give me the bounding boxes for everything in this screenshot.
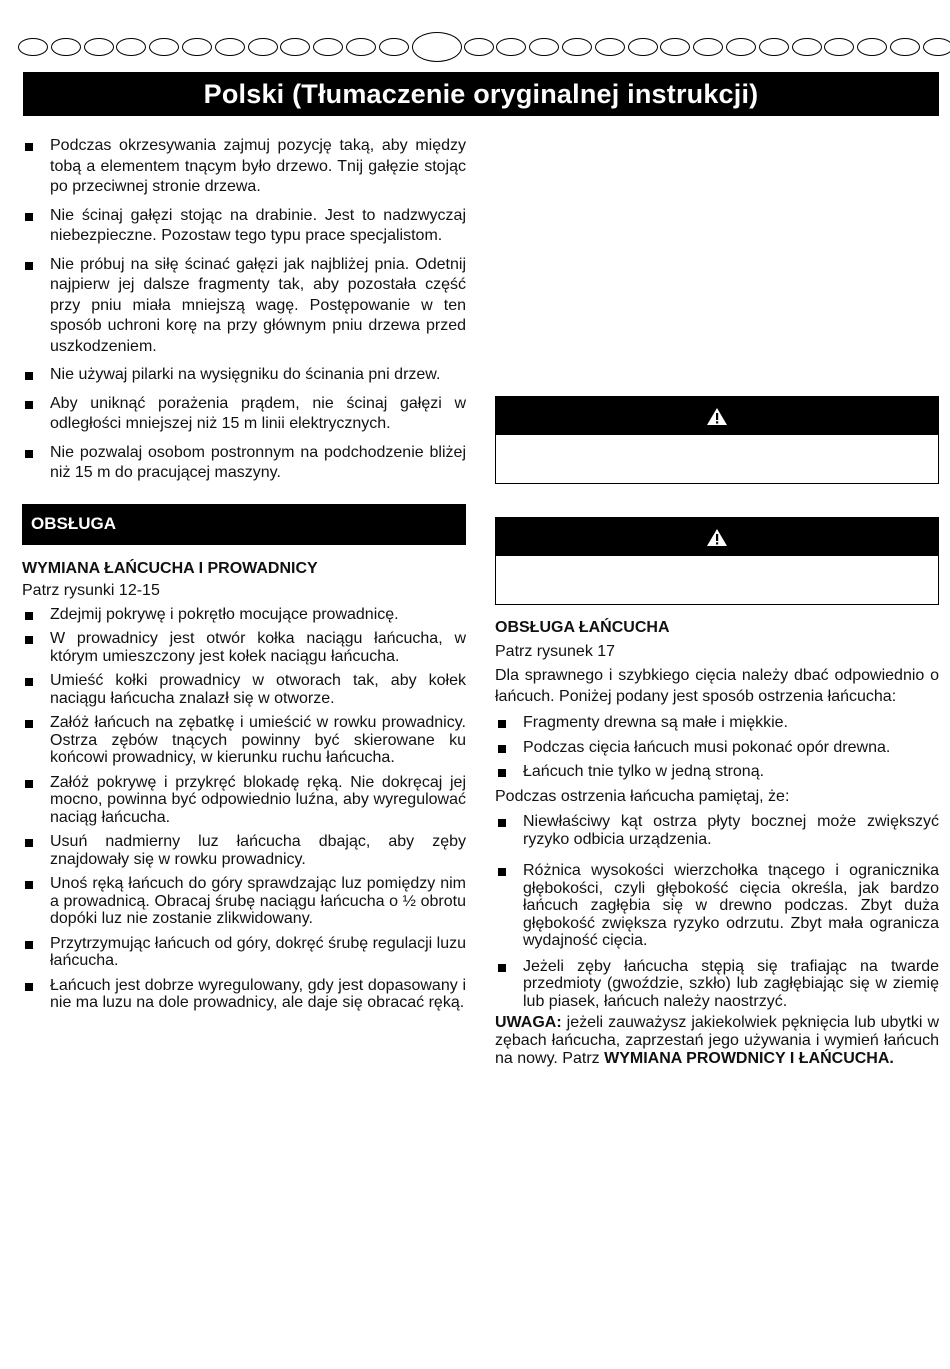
chain-replace-steps bbox=[22, 606, 466, 1012]
warning-header bbox=[496, 518, 938, 556]
list-item: Załóż pokrywę i przykręć blokadę ręką. Nie dokręcaj jej mocno, powinna być odpowiednio luźna, aby wyregulować naciąg łańcucha. bbox=[22, 774, 466, 827]
list-item: Zdejmij pokrywę i pokrętło mocujące prowadnicę. bbox=[22, 606, 466, 624]
list-item: Unoś ręką łańcuch do góry sprawdzając luz pomiędzy nim a prowadnicą. Obracaj śrubę naciągu łańcucha o ½ obrotu dopóki luz nie zostanie zlikwidowany. bbox=[22, 875, 466, 928]
language-oval bbox=[824, 38, 854, 56]
language-oval bbox=[379, 38, 409, 56]
language-oval bbox=[628, 38, 658, 56]
list-item: Nie pozwalaj osobom postronnym na podchodzenie bliżej niż 15 m do pracującej maszyny. bbox=[22, 443, 466, 484]
bullet-square-icon bbox=[25, 941, 33, 949]
bullet-square-icon bbox=[25, 881, 33, 889]
language-oval bbox=[18, 38, 48, 56]
list-item: Różnica wysokości wierzchołka tnącego i ogranicznika głębokości, czyli głębokość cięcia określa, jak bardzo łańcuch zagłębia się w drewno podczas. Zbyt duża głębokość zwiększa ryzyko odrzutu. Zbyt mała ogranicza wydajność cięcia. bbox=[495, 862, 939, 950]
right-column bbox=[495, 396, 939, 1068]
language-oval bbox=[726, 38, 756, 56]
active-language-oval bbox=[412, 32, 462, 62]
note-text: jeżeli zauważysz jakiekolwiek pęknięcia lub ubytki w zębach łańcucha, zaprzestań jego używania i wymień łańcuch na nowy. Patrz bbox=[495, 1014, 939, 1067]
page-title-text: Polski (Tłumaczenie oryginalnej instrukcji) bbox=[203, 78, 759, 109]
page-title bbox=[23, 72, 939, 116]
language-oval bbox=[248, 38, 278, 56]
figure-reference: Patrz rysunek 17 bbox=[495, 642, 616, 660]
language-oval bbox=[857, 38, 887, 56]
note-reference: WYMIANA PROWDNICY I ŁAŃCUCHA. bbox=[604, 1050, 894, 1067]
language-oval bbox=[215, 38, 245, 56]
language-oval bbox=[890, 38, 920, 56]
bullet-square-icon bbox=[498, 868, 506, 876]
bullet-square-icon bbox=[25, 678, 33, 686]
bullet-square-icon bbox=[25, 143, 33, 151]
list-item: Łańcuch jest dobrze wyregulowany, gdy jest dopasowany i nie ma luzu na dole prowadnicy, ale daje się obracać ręką. bbox=[22, 977, 466, 1012]
left-column bbox=[22, 136, 466, 1019]
bullet-square-icon bbox=[25, 262, 33, 270]
section-header-obsluga: OBSŁUGA bbox=[22, 504, 466, 545]
warning-box bbox=[495, 396, 939, 484]
paragraph: Dla sprawnego i szybkiego cięcia należy dbać odpowiednio o łańcuch. Poniżej podany jest sposób ostrzenia łańcucha: bbox=[495, 667, 939, 705]
note-label: UWAGA: bbox=[495, 1014, 562, 1031]
bullet-square-icon bbox=[25, 780, 33, 788]
list-item: Usuń nadmierny luz łańcucha dbając, aby zęby znajdowały się w rowku prowadnicy. bbox=[22, 833, 466, 868]
subsection-heading: WYMIANA ŁAŃCUCHA I PROWADNICY bbox=[22, 559, 318, 577]
language-oval bbox=[464, 38, 494, 56]
list-item: Nie używaj pilarki na wysięgniku do ścinania pni drzew. bbox=[22, 365, 466, 386]
note-paragraph bbox=[495, 1014, 939, 1068]
list-item: Łańcuch tnie tylko w jedną stroną. bbox=[495, 762, 939, 783]
chain-facts-list bbox=[495, 713, 939, 783]
list-item: Nie próbuj na siłę ścinać gałęzi jak najbliżej pnia. Odetnij najpierw jej dalsze fragmenty tak, aby pozostała część przy pniu miała mniejszą wagę. Postępowanie w ten sposób uchroni korę na przy głównym pniu drzewa przed uszkodzeniem. bbox=[22, 255, 466, 358]
language-oval bbox=[660, 38, 690, 56]
language-oval bbox=[280, 38, 310, 56]
bullet-square-icon bbox=[498, 745, 506, 753]
list-item: Fragmenty drewna są małe i miękkie. bbox=[495, 713, 939, 734]
language-tab-strip bbox=[18, 32, 938, 62]
list-item: Nie ścinaj gałęzi stojąc na drabinie. Jest to nadzwyczaj niebezpieczne. Pozostaw tego typu prace specjalistom. bbox=[22, 206, 466, 247]
language-oval bbox=[759, 38, 789, 56]
list-item: Niewłaściwy kąt ostrza płyty bocznej może zwiększyć ryzyko odbicia urządzenia. bbox=[495, 813, 939, 848]
language-oval bbox=[51, 38, 81, 56]
bullet-square-icon bbox=[25, 401, 33, 409]
bullet-square-icon bbox=[498, 964, 506, 972]
list-item: Podczas okrzesywania zajmuj pozycję taką, aby między tobą a elementem tnącym było drzewo. Tnij gałęzie stojąc po przeciwnej stronie drzewa. bbox=[22, 136, 466, 198]
list-item: W prowadnicy jest otwór kołka naciągu łańcucha, w którym umieszczony jest kołek naciągu łańcucha. bbox=[22, 630, 466, 665]
bullet-square-icon bbox=[25, 636, 33, 644]
bullet-square-icon bbox=[25, 450, 33, 458]
sharpen-list bbox=[495, 813, 939, 1010]
bullet-square-icon bbox=[498, 819, 506, 827]
language-oval bbox=[923, 38, 950, 56]
warning-header bbox=[496, 397, 938, 435]
figure-reference: Patrz rysunki 12-15 bbox=[22, 582, 160, 599]
list-item: Podczas cięcia łańcuch musi pokonać opór drewna. bbox=[495, 738, 939, 759]
list-item: Aby uniknąć porażenia prądem, nie ścinaj gałęzi w odległości mniejszej niż 15 m linii elektrycznych. bbox=[22, 394, 466, 435]
language-oval bbox=[792, 38, 822, 56]
safety-bullet-list bbox=[22, 136, 466, 484]
warning-box bbox=[495, 517, 939, 605]
bullet-square-icon bbox=[25, 720, 33, 728]
list-item: Przytrzymując łańcuch od góry, dokręć śrubę regulacji luzu łańcucha. bbox=[22, 935, 466, 970]
bullet-square-icon bbox=[498, 720, 506, 728]
language-oval bbox=[529, 38, 559, 56]
bullet-square-icon bbox=[25, 372, 33, 380]
language-oval bbox=[149, 38, 179, 56]
bullet-square-icon bbox=[498, 769, 506, 777]
bullet-square-icon bbox=[25, 839, 33, 847]
list-item: Załóż łańcuch na zębatkę i umieścić w rowku prowadnicy. Ostrza zębów tnących powinny być skierowane ku końcowi prowadnicy, w kierunku ruchu łańcucha. bbox=[22, 714, 466, 767]
bullet-square-icon bbox=[25, 213, 33, 221]
language-oval bbox=[496, 38, 526, 56]
language-oval bbox=[562, 38, 592, 56]
language-oval bbox=[693, 38, 723, 56]
bullet-square-icon bbox=[25, 983, 33, 991]
list-item: Umieść kołki prowadnicy w otworach tak, aby kołek naciągu łańcucha znalazł się w otworze. bbox=[22, 672, 466, 707]
language-oval bbox=[346, 38, 376, 56]
bullet-square-icon bbox=[25, 612, 33, 620]
warning-triangle-icon bbox=[706, 528, 728, 547]
paragraph: Podczas ostrzenia łańcucha pamiętaj, że: bbox=[495, 787, 790, 805]
language-oval bbox=[595, 38, 625, 56]
subsection-heading: OBSŁUGA ŁAŃCUCHA bbox=[495, 619, 670, 636]
list-item: Jeżeli zęby łańcucha stępią się trafiając na twarde przedmioty (gwoździe, szkło) lub zagłębiając się w ziemię lub piasek, łańcuch należy naostrzyć. bbox=[495, 958, 939, 1011]
language-oval bbox=[116, 38, 146, 56]
warning-triangle-icon bbox=[706, 407, 728, 426]
language-oval bbox=[84, 38, 114, 56]
language-oval bbox=[182, 38, 212, 56]
language-oval bbox=[313, 38, 343, 56]
